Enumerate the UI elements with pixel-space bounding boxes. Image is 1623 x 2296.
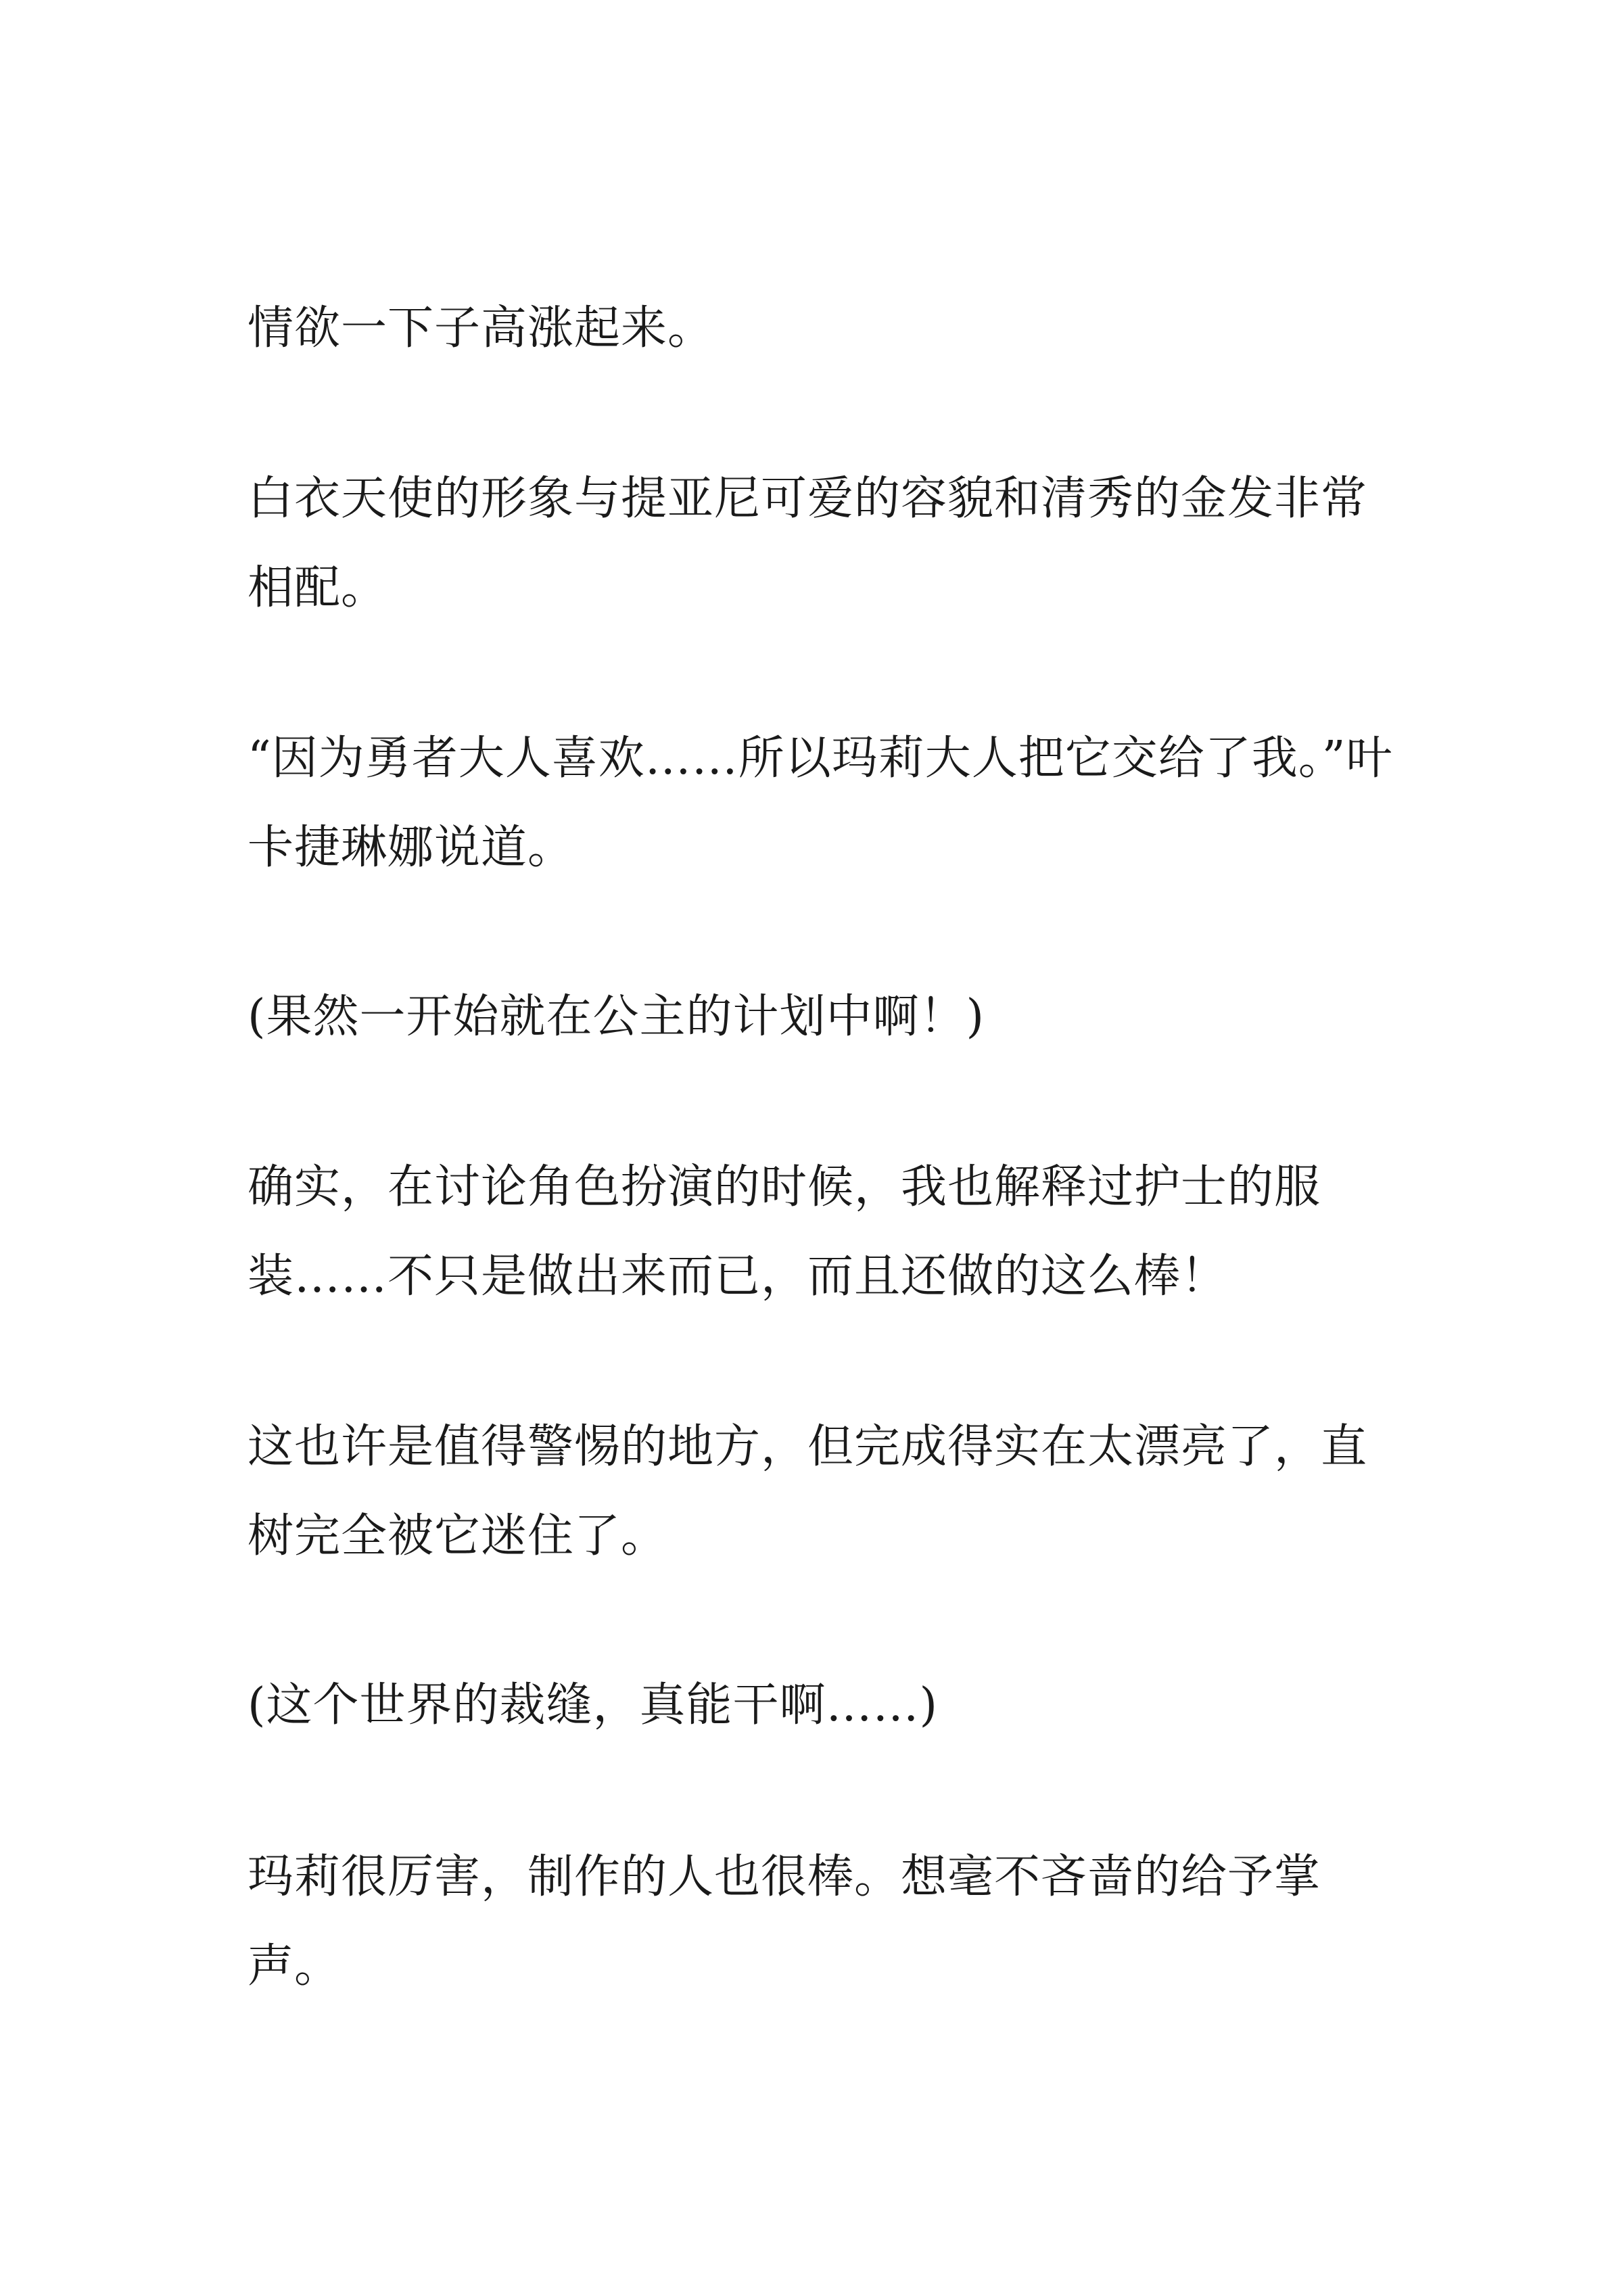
- paragraph-1: 情欲一下子高涨起来。: [248, 302, 715, 355]
- paragraph-2: 白衣天使的形象与提亚尼可爱的容貌和清秀的金发非常相配。: [248, 472, 1368, 615]
- paragraph-8: 玛莉很厉害，制作的人也很棒。想毫不吝啬的给予掌声。: [248, 1850, 1321, 1993]
- paragraph-4: (果然一开始就在公主的计划中啊！): [248, 990, 985, 1044]
- paragraph-3: “因为勇者大人喜欢……所以玛莉大人把它交给了我。”叶卡捷琳娜说道。: [248, 732, 1393, 874]
- paragraph-5: 确实，在讨论角色扮演的时候，我也解释过护士的服装……不只是做出来而已，而且还做的这么棒！: [248, 1161, 1321, 1303]
- paragraph-7: (这个世界的裁缝，真能干啊……): [248, 1679, 939, 1732]
- paragraph-6: 这也许是值得警惕的地方，但完成得实在太漂亮了，直树完全被它迷住了。: [248, 1420, 1368, 1563]
